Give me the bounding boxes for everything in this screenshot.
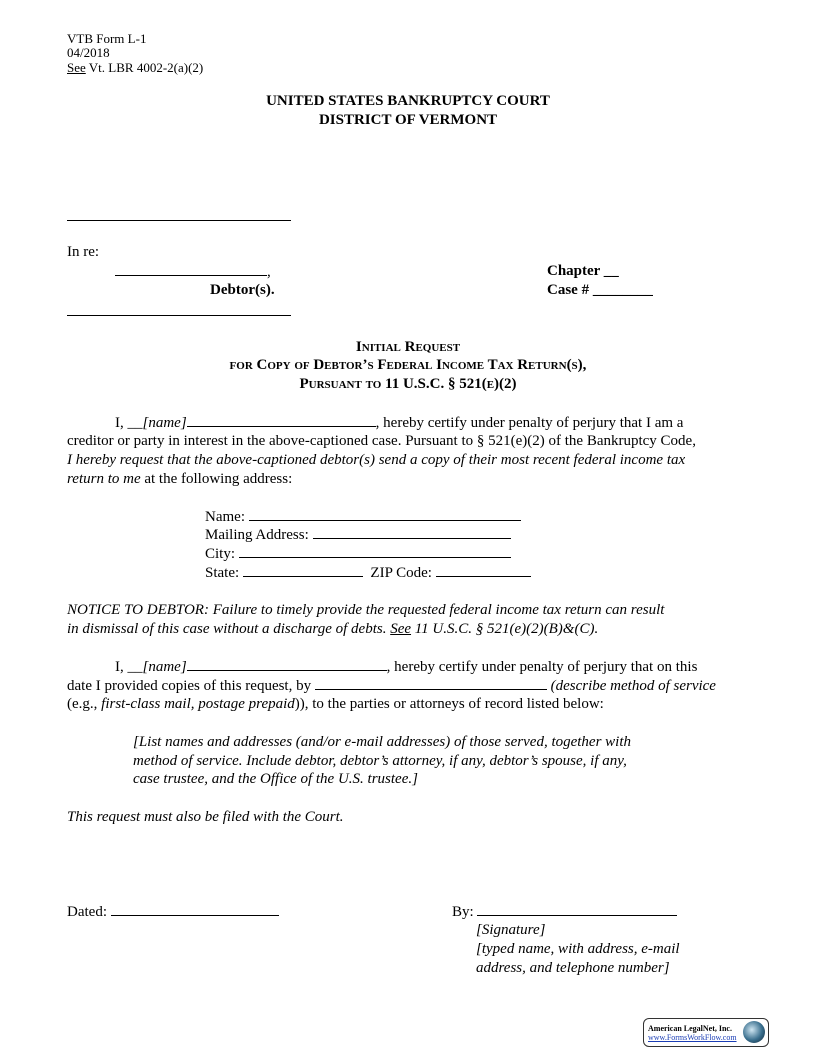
signature-label: [Signature]	[476, 922, 546, 938]
address-state-zip-field[interactable]: State: ZIP Code:	[205, 563, 531, 582]
chapter-field[interactable]: Chapter __	[547, 263, 619, 279]
form-date: 04/2018	[67, 45, 110, 60]
para1-line2: creditor or party in interest in the above-captioned case. Pursuant to § 521(e)(2) of the Bankruptcy Code,	[67, 433, 696, 449]
caption-line-top	[67, 220, 291, 221]
para2-line3: (e.g., first-class mail, postage prepaid)), to the parties or attorneys of record listed below:	[67, 696, 604, 712]
caption-line-bottom	[67, 315, 291, 316]
court-district: DISTRICT OF VERMONT	[318, 112, 498, 128]
title-line-1: Initial Request	[355, 339, 461, 355]
dated-field[interactable]: Dated:	[67, 902, 279, 921]
typed-name-label-1: [typed name, with address, e-mail	[476, 941, 680, 957]
address-city-field[interactable]: City:	[205, 544, 511, 563]
para1-line3: I hereby request that the above-captioned debtor(s) send a copy of their most recent federal income tax	[67, 452, 686, 468]
method-blank[interactable]	[315, 676, 547, 690]
title-line-3: Pursuant to 11 U.S.C. § 521(e)(2)	[299, 376, 517, 392]
typed-name-label-2: address, and telephone number]	[476, 960, 670, 976]
para1-line4: return to me at the following address:	[67, 471, 293, 487]
notice-line2: in dismissal of this case without a discharge of debts. See 11 U.S.C. § 521(e)(2)(B)&(C).	[67, 621, 599, 637]
signature-field[interactable]: By:	[452, 902, 677, 921]
service-list-line1: [List names and addresses (and/or e-mail addresses) of those served, together with	[133, 734, 632, 750]
name-blank[interactable]	[187, 413, 376, 427]
american-legalnet-logo[interactable]: American LegalNet, Inc. www.FormsWorkFlow.com	[643, 1018, 769, 1047]
para1-line1: I, __[name] , hereby certify under penalty of perjury that I am a	[115, 415, 684, 431]
debtor-name-field[interactable]: ,	[115, 262, 271, 281]
service-list-line2: method of service. Include debtor, debtor’s attorney, if any, debtor’s spouse, if any,	[133, 753, 627, 769]
filing-note: This request must also be filed with the Court.	[67, 809, 344, 825]
court-name: UNITED STATES BANKRUPTCY COURT	[266, 93, 550, 109]
address-name-field[interactable]: Name:	[205, 507, 521, 526]
address-mailing-field[interactable]: Mailing Address:	[205, 525, 511, 544]
see-text: See	[67, 60, 86, 75]
in-re-label: In re:	[67, 244, 100, 260]
para2-line1: I, __[name] , hereby certify under penalty of perjury that on this	[115, 659, 698, 675]
para2-line2: date I provided copies of this request, by (describe method of service	[67, 678, 716, 694]
debtors-label: Debtor(s).	[210, 282, 275, 298]
rule-reference	[67, 60, 203, 75]
rule-text: Vt. LBR 4002-2(a)(2)	[85, 60, 204, 75]
name-blank[interactable]	[187, 657, 387, 671]
form-number: VTB Form L-1	[67, 31, 147, 46]
notice-line1: NOTICE TO DEBTOR: Failure to timely provide the requested federal income tax return can result	[67, 602, 665, 618]
service-list-line3: case trustee, and the Office of the U.S. trustee.]	[133, 771, 418, 787]
case-number-field[interactable]: Case # ________	[547, 282, 653, 298]
globe-icon	[743, 1021, 765, 1043]
title-line-2: for Copy of Debtor’s Federal Income Tax Return(s),	[229, 357, 587, 373]
name-placeholder[interactable]: [name]	[142, 415, 187, 431]
name-placeholder[interactable]: [name]	[142, 659, 187, 675]
